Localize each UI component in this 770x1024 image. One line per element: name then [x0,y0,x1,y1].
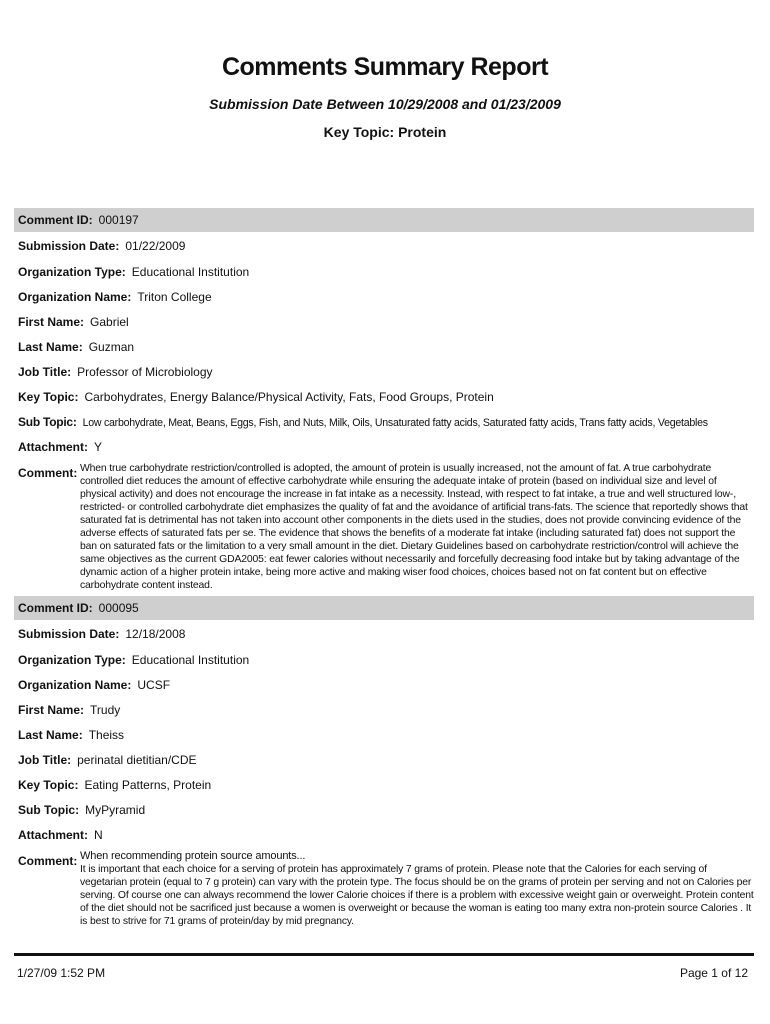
organization-type-row [18,650,249,670]
key-topic-row [18,387,494,407]
sub-topic-row [18,800,145,820]
organization-name-row [18,675,170,695]
organization-type-label: Organization Type: [18,265,126,279]
comment-id-label: Comment ID: [18,601,93,615]
footer-page-number: Page 1 of 12 [679,966,748,980]
attachment-row [18,437,102,457]
attachment-row [18,825,103,845]
comment-id-value: 000095 [98,601,139,615]
organization-type-value: Educational Institution [131,653,250,667]
attachment-label: Attachment: [18,440,89,454]
comment-record [14,208,754,596]
job-title-label: Job Title: [18,753,72,767]
first-name-value: Trudy [90,703,121,717]
comment-id-row [18,598,139,618]
submission-date-row [18,624,185,644]
attachment-label: Attachment: [18,828,89,842]
comment-text: It is important that each choice for a serving of protein has approximately 7 grams of protein. Please note that the Calories for each serving of vegetarian protein (equal to 7 g protein) can vary with the protein type. The focus should be on the grams of protein per serving and not on Calories per serving. Of course one can always recommend the lower Calorie choices if there is a problem with excessive weight gain or overweight. Protein content of the diet should not be sacrificed just because a women is overweight or because the woman is eating too many extra non-protein source Calories . It is best to strive for 71 grams of protein/day by mid pregnancy. [80,864,754,927]
attachment-value: Y [94,440,103,454]
sub-topic-value: Low carbohydrate, Meat, Beans, Eggs, Fish, and Nuts, Milk, Oils, Unsaturated fatty acids, Saturated fatty acids, Trans fatty acids, Vegetables [82,417,708,429]
key-topic-value: Eating Patterns, Protein [84,778,212,792]
comment-record [14,596,754,946]
organization-type-row [18,262,249,282]
comment-id-label: Comment ID: [18,213,93,227]
organization-name-value: UCSF [137,678,171,692]
key-topic-label: Key Topic: [18,390,79,404]
report-subtitle: Submission Date Between 10/29/2008 and 01/23/2009 [209,96,561,112]
first-name-value: Gabriel [90,315,129,329]
submission-date-value: 01/22/2009 [125,239,186,253]
organization-name-label: Organization Name: [18,290,132,304]
last-name-row [18,337,134,357]
key-topic-label: Key Topic: [18,778,79,792]
organization-name-label: Organization Name: [18,678,132,692]
first-name-label: First Name: [18,315,85,329]
last-name-value: Guzman [88,340,135,354]
footer-timestamp: 1/27/09 1:52 PM [17,966,106,980]
sub-topic-value: MyPyramid [85,803,146,817]
last-name-value: Theiss [88,728,125,742]
sub-topic-row [18,412,708,432]
submission-date-value: 12/18/2008 [125,627,186,641]
sub-topic-label: Sub Topic: [18,803,80,817]
organization-name-value: Triton College [137,290,212,304]
comment-label: Comment: [18,854,78,868]
job-title-row [18,362,213,382]
comment-text: When true carbohydrate restriction/controlled is adopted, the amount of protein is usually increased, not the amount of fat. A true carbohydrate controlled diet reduces the amount of effective carbohydrate while ensuring the adequate intake of protein (based on individual size and level of physical activity) and does not encourage the increase in fat intake as a necessity. Instead, with respect to fat intake, a true and well structured low-, restricted- or controlled carbohydrate diet emphasizes the quality of fat and the avoidance of artificial trans-fats. The science that reportedly shows that saturated fat is detrimental has not taken into account other components in the diets used in the studies, does not provide convincing evidence of the adverse effects of saturated fats per se. The evidence that shows the benefits of a moderate fat intake (including saturated fat) does not support the ban on saturated fats or the limitation to a very small amount in the diet. Dietary Guidelines based on carbohydrate restriction/control will achieve the same objectives as the current GDA2005: eat fewer calories without necessarily and forcefully decreasing food intake but by taking advantage of the dynamic action of a higher protein intake, being more active and making wiser food choices, choices based not on fat content but on effective carbohydrate content instead. [80,463,748,591]
comment-lead: When recommending protein source amounts... [80,850,306,862]
comment-block [18,850,754,942]
last-name-row [18,725,124,745]
first-name-row [18,312,129,332]
last-name-label: Last Name: [18,340,83,354]
key-topic-row [18,775,211,795]
report-title: Comments Summary Report [221,53,549,81]
sub-topic-label: Sub Topic: [18,415,77,429]
job-title-label: Job Title: [18,365,72,379]
organization-name-row [18,287,212,307]
job-title-value: Professor of Microbiology [77,365,213,379]
job-title-value: perinatal dietitian/CDE [77,753,197,767]
first-name-row [18,700,120,720]
job-title-row [18,750,197,770]
comment-text-block [80,850,754,928]
comment-label: Comment: [18,466,78,480]
submission-date-label: Submission Date: [18,239,120,253]
key-topic-value: Carbohydrates, Energy Balance/Physical Activity, Fats, Food Groups, Protein [84,390,494,404]
organization-type-label: Organization Type: [18,653,126,667]
attachment-value: N [94,828,103,842]
comment-id-row [18,210,139,230]
submission-date-label: Submission Date: [18,627,120,641]
submission-date-row [18,236,185,256]
report-key-topic: Key Topic: Protein [323,124,447,140]
footer-rule [14,953,754,956]
organization-type-value: Educational Institution [131,265,250,279]
comment-id-value: 000197 [98,213,139,227]
first-name-label: First Name: [18,703,85,717]
comment-block [18,462,754,594]
last-name-label: Last Name: [18,728,83,742]
